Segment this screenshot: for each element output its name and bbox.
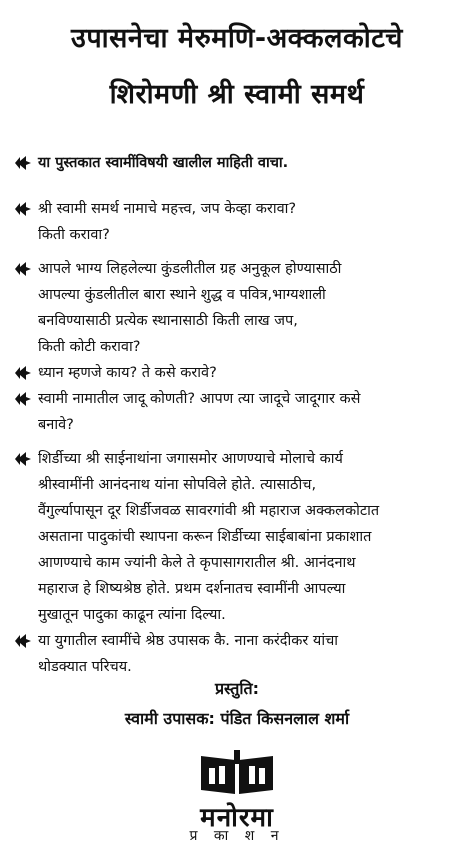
list-item-text: श्री स्वामी समर्थ नामाचे महत्त्व, जप केव्हा करावा? किती करावा? (38, 201, 297, 243)
open-book-icon (197, 750, 277, 798)
publisher-logo (0, 750, 474, 802)
list-item (14, 628, 466, 680)
list-item-intro (14, 150, 466, 196)
list-item (14, 386, 466, 438)
list-item-text: ध्यान म्हणजे काय? ते कसे करावे? (38, 365, 217, 381)
list-item-text: स्वामी नामातील जादू कोणती? आपण त्या जादूचे जादूगार कसे बनावे? (38, 391, 361, 433)
ornament-bullet-icon (14, 365, 32, 381)
ornament-bullet-icon (14, 201, 32, 217)
content-list (14, 150, 466, 680)
title-line-1: उपासनेचा मेरुमणि-अक्कलकोटचे (71, 23, 403, 54)
title-line-2: शिरोमणी श्री स्वामी समर्थ (109, 79, 365, 110)
ornament-bullet-icon (14, 155, 32, 171)
publisher-subtitle: प्र का श न (189, 828, 285, 844)
list-item-text: शिर्डीच्या श्री साईनाथांना जगासमोर आणण्याचे मोलाचे कार्य श्रीस्वामींनी आनंदनाथ यांना सोपविले होते. त्यासाठीच, वैंगुर्ल्यापासून दूर शिर्डीजवळ सावरगांवी श्री महाराज अक्कलकोटात असताना पादुकांची स्थापना करून शिर्डीच्या साईबाबांना प्रकाशात आणण्याचे काम ज्यांनी केले ते कृपासागरातील श्री. आनंदनाथ महाराज हे शिष्यश्रेष्ठ होते. प्रथम दर्शनातच स्वामींनी आपल्या मुखातून पादुका काढून त्यांना दिल्या. (38, 451, 380, 623)
intro-text: या पुस्तकात स्वामींविषयी खालील माहिती वाचा. (38, 155, 289, 171)
ornament-bullet-icon (14, 261, 32, 277)
ornament-bullet-icon (14, 633, 32, 649)
list-item (14, 360, 466, 386)
list-item (14, 256, 466, 360)
list-item (14, 446, 466, 628)
list-item-text: या युगातील स्वामींचे श्रेष्ठ उपासक कै. नाना करंदीकर यांचा थोडक्यात परिचय. (38, 633, 339, 675)
ornament-bullet-icon (14, 391, 32, 407)
presented-label: प्रस्तुति: (214, 679, 260, 698)
presenter-line: स्वामी उपासक: पंडित किसनलाल शर्मा (124, 709, 350, 728)
ornament-bullet-icon (14, 451, 32, 467)
publisher-name: मनोरमा (200, 803, 274, 833)
list-item-text: आपले भाग्य लिहलेल्या कुंडलीतील ग्रह अनुकूल होण्यासाठी आपल्या कुंडलीतील बारा स्थाने शुद्ध व पवित्र,भाग्यशाली बनविण्यासाठी प्रत्येक स्थानासाठी किती लाख जप, किती कोटी करावा? (38, 261, 342, 355)
list-item (14, 196, 466, 248)
